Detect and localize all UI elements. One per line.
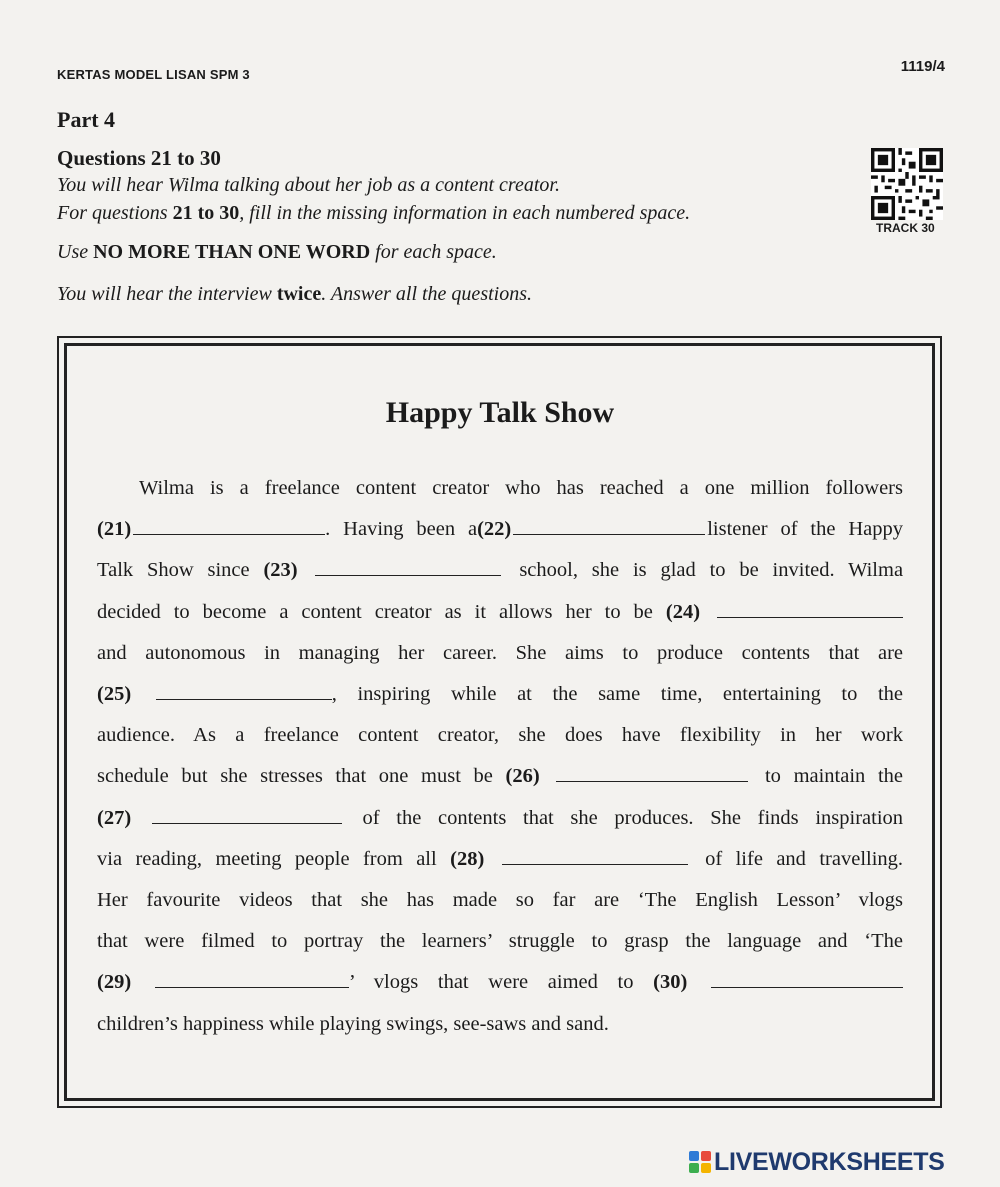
question-number-29: (29): [97, 971, 132, 994]
passage-line: Talk Show since (23) school, she is glad to be invited. Wilma: [97, 559, 904, 582]
question-number-27: (27): [97, 806, 132, 829]
question-number-26: (26): [505, 765, 540, 788]
liveworksheets-logo-icon: [689, 1151, 711, 1173]
instruction-line-2: For questions 21 to 30, fill in the missing information in each numbered space.: [57, 202, 691, 224]
answer-blank-23[interactable]: [315, 559, 501, 576]
answer-blank-26[interactable]: [556, 765, 748, 782]
passage-line: Wilma is a freelance content creator who has reached a one million followers: [139, 477, 903, 499]
instruction-line-1: You will hear Wilma talking about her job as a content creator.: [57, 174, 560, 196]
answer-blank-28[interactable]: [502, 848, 688, 865]
part-heading: Part 4: [57, 107, 116, 132]
answer-blank-24[interactable]: [717, 601, 903, 618]
passage-text: [97, 468, 903, 1045]
answer-blank-29[interactable]: [155, 971, 349, 988]
passage-line: audience. As a freelance content creator, she does have flexibility in her work: [97, 724, 903, 747]
answer-blank-25[interactable]: [156, 683, 332, 700]
header-series: KERTAS MODEL LISAN SPM 3: [57, 67, 250, 82]
passage-line: via reading, meeting people from all (28) of life and travelling.: [97, 847, 904, 870]
question-number-22: (22): [477, 518, 512, 541]
passage-line: Her favourite videos that she has made so far are ‘The English Lesson’ vlogs: [97, 889, 903, 912]
answer-blank-21[interactable]: [133, 518, 325, 535]
answer-blank-30[interactable]: [711, 971, 903, 988]
header-code: 1119/4: [900, 58, 945, 75]
passage-line: (25) , inspiring while at the same time, entertaining to the: [97, 683, 903, 706]
qr-code-icon: [871, 148, 943, 220]
answer-blank-22[interactable]: [513, 518, 705, 535]
question-number-30: (30): [653, 971, 688, 994]
question-number-25: (25): [97, 683, 132, 706]
passage-line: (21) . Having been a(22) listener of the Happy: [97, 518, 903, 541]
instruction-line-4: You will hear the interview twice. Answer all the questions.: [57, 283, 532, 305]
passage-line: (27) of the contents that she produces. She finds inspiration: [97, 806, 904, 829]
instruction-line-3: Use NO MORE THAN ONE WORD for each space.: [57, 241, 497, 263]
passage-line: that were filmed to portray the learners’ struggle to grasp the language and ‘The: [97, 930, 903, 953]
passage-line: and autonomous in managing her career. She aims to produce contents that are: [97, 641, 903, 664]
watermark-logo: LIVEWORKSHEETS: [689, 1148, 945, 1177]
passage-line: decided to become a content creator as it allows her to be (24): [97, 592, 903, 633]
question-number-24: (24): [665, 600, 701, 623]
passage-line: children’s happiness while playing swings, see-saws and sand.: [97, 1012, 609, 1035]
passage-title: Happy Talk Show: [385, 396, 615, 429]
passage-line: schedule but she stresses that one must be (26) to maintain the: [97, 765, 903, 788]
question-number-21: (21): [97, 518, 132, 541]
answer-blank-27[interactable]: [152, 807, 342, 824]
questions-range: Questions 21 to 30: [57, 146, 221, 170]
question-number-23: (23): [263, 559, 298, 582]
passage-line: (29) ’ vlogs that were aimed to (30): [97, 962, 903, 1003]
question-number-28: (28): [450, 847, 485, 870]
track-label: TRACK 30: [876, 221, 935, 235]
